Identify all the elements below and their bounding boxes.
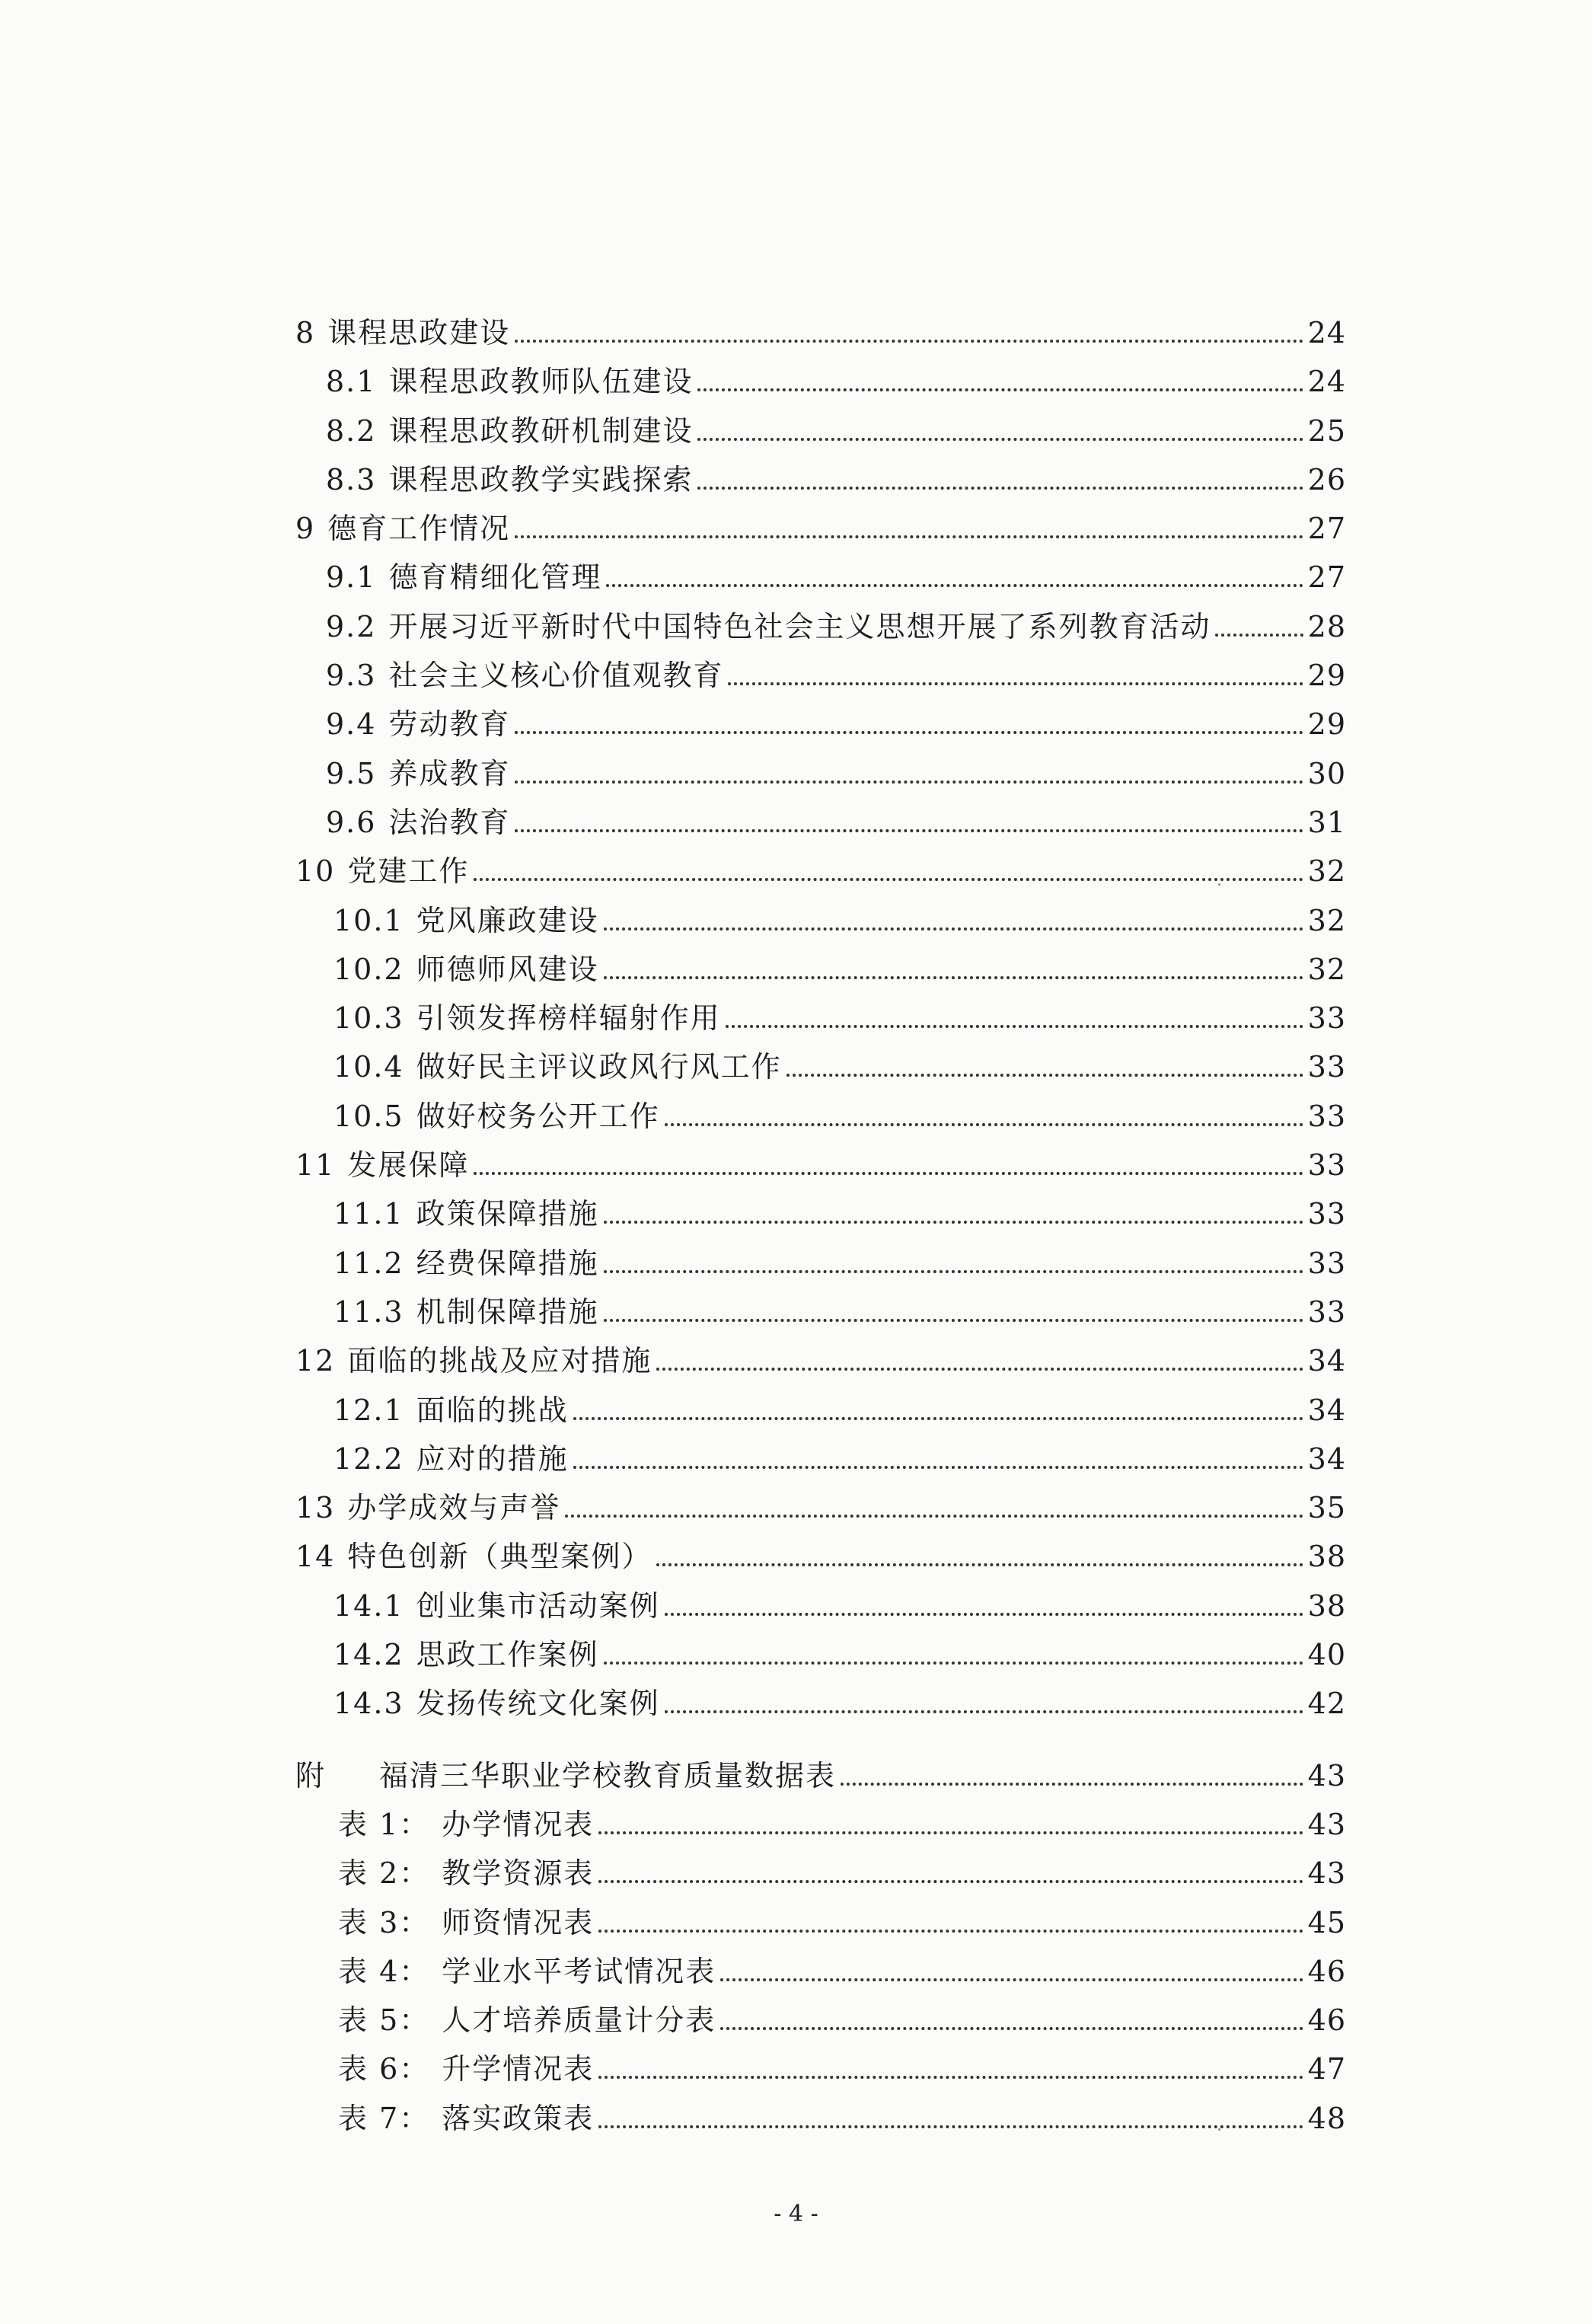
toc-entry-label xyxy=(338,1996,716,2045)
toc-entry-page: 29 xyxy=(1307,707,1346,742)
toc-entry-label xyxy=(338,1849,594,1898)
toc-entry-number: 11.3 xyxy=(333,1294,404,1329)
toc-entry-title: 课程思政教师队伍建设 xyxy=(388,365,694,399)
toc-entry-title: 落实政策表 xyxy=(442,2101,595,2135)
toc-section-entry[interactable] xyxy=(295,1386,1346,1435)
toc-entry-label xyxy=(295,1141,469,1189)
toc-entry-title: 面临的挑战 xyxy=(416,1393,569,1427)
toc-entry-label xyxy=(338,1800,594,1849)
toc-section-entry[interactable] xyxy=(295,700,1346,749)
dot-leader xyxy=(841,1783,1303,1786)
dot-leader xyxy=(598,1880,1303,1883)
toc-entry-number: 表 5： xyxy=(338,2003,430,2038)
toc-entry-label xyxy=(333,994,721,1042)
toc-entry-page: 24 xyxy=(1307,365,1346,399)
toc-entry-page: 31 xyxy=(1307,805,1346,839)
toc-entry-number: 10.5 xyxy=(333,1099,404,1133)
toc-entry-page: 33 xyxy=(1307,1197,1346,1231)
toc-entry-title: 法治教育 xyxy=(388,805,511,839)
toc-entry-page: 28 xyxy=(1307,609,1346,643)
toc-entry-page: 48 xyxy=(1307,2101,1346,2135)
toc-entry-page: 40 xyxy=(1307,1638,1346,1672)
toc-entry-number: 8.1 xyxy=(326,365,377,399)
toc-entry-page: 25 xyxy=(1307,413,1346,448)
toc-chapter-entry[interactable] xyxy=(295,847,1346,895)
toc-section-entry[interactable] xyxy=(295,1042,1346,1091)
toc-table-entry[interactable] xyxy=(295,1898,1346,1947)
toc-entry-label xyxy=(333,1239,599,1288)
toc-entry-page: 38 xyxy=(1307,1588,1346,1623)
toc-appendix-entry[interactable] xyxy=(295,1751,1346,1800)
toc-entry-label xyxy=(295,308,510,357)
dot-leader xyxy=(515,829,1303,832)
toc-entry-title: 面临的挑战及应对措施 xyxy=(347,1344,652,1378)
toc-entry-title: 办学成效与声誉 xyxy=(347,1491,561,1525)
toc-entry-label xyxy=(326,749,510,798)
toc-entry-page: 33 xyxy=(1307,1050,1346,1084)
toc-entry-label xyxy=(295,1336,652,1385)
toc-entry-label xyxy=(333,1042,782,1091)
toc-section-entry[interactable] xyxy=(295,455,1346,504)
toc-entry-label xyxy=(295,1532,652,1581)
toc-entry-label xyxy=(326,455,693,504)
toc-entry-page: 45 xyxy=(1307,1905,1346,1939)
toc-entry-page: 33 xyxy=(1307,1294,1346,1329)
toc-chapter-entry[interactable] xyxy=(295,1336,1346,1385)
toc-section-entry[interactable] xyxy=(295,1679,1346,1728)
toc-entry-number: 表 1： xyxy=(338,1807,430,1841)
dot-leader xyxy=(515,781,1303,784)
dot-leader xyxy=(697,388,1303,391)
toc-entry-page: 43 xyxy=(1307,1856,1346,1891)
dot-leader xyxy=(665,1123,1303,1126)
toc-entry-title: 师德师风建设 xyxy=(416,952,599,986)
dot-leader xyxy=(720,1978,1303,1981)
toc-table-entry[interactable] xyxy=(295,2094,1346,2143)
toc-section-entry[interactable] xyxy=(295,1239,1346,1288)
toc-entry-page: 29 xyxy=(1307,659,1346,693)
toc-entry-title: 德育工作情况 xyxy=(327,512,511,546)
toc-entry-number: 10.4 xyxy=(333,1050,404,1084)
dot-leader xyxy=(604,1221,1303,1224)
toc-section-entry[interactable] xyxy=(295,602,1346,651)
toc-entry-title: 党建工作 xyxy=(347,854,470,889)
dot-leader xyxy=(604,976,1303,979)
toc-entry-label xyxy=(333,1386,569,1435)
dot-leader xyxy=(697,438,1303,441)
toc-entry-page: 34 xyxy=(1307,1441,1346,1476)
dot-leader xyxy=(474,1172,1303,1175)
toc-entry-page: 43 xyxy=(1307,1807,1346,1841)
toc-table-entry[interactable] xyxy=(295,1947,1346,1996)
toc-section-entry[interactable] xyxy=(295,749,1346,798)
toc-table-entry[interactable] xyxy=(295,1996,1346,2045)
toc-entry-title: 应对的措施 xyxy=(416,1441,569,1476)
toc-entry-title: 发扬传统文化案例 xyxy=(416,1687,660,1721)
dot-leader xyxy=(474,878,1303,881)
dot-leader xyxy=(598,2125,1303,2128)
toc-entry-label xyxy=(333,1288,599,1336)
toc-entry-number: 12.2 xyxy=(333,1441,404,1476)
toc-entry-label xyxy=(333,1630,599,1679)
dot-leader xyxy=(573,1466,1303,1469)
toc-entry-number: 9.4 xyxy=(326,707,377,742)
toc-entry-label xyxy=(326,553,601,602)
dot-leader xyxy=(726,1025,1303,1028)
toc-entry-title: 做好校务公开工作 xyxy=(416,1099,660,1133)
toc-chapter-entry[interactable] xyxy=(295,504,1346,553)
dot-leader xyxy=(604,1319,1303,1322)
toc-entry-title: 德育精细化管理 xyxy=(388,560,602,595)
toc-entry-label xyxy=(295,1483,560,1532)
toc-section-entry[interactable] xyxy=(295,407,1346,455)
toc-entry-title: 师资情况表 xyxy=(442,1905,595,1939)
dot-leader xyxy=(665,1710,1303,1713)
toc-entry-label xyxy=(333,1092,660,1141)
toc-entry-page: 30 xyxy=(1307,756,1346,790)
toc-entry-title: 人才培养质量计分表 xyxy=(442,2003,716,2038)
toc-entry-number: 13 xyxy=(295,1491,336,1525)
toc-entry-title: 做好民主评议政风行风工作 xyxy=(416,1050,782,1084)
toc-entry-number: 表 4： xyxy=(338,1954,430,1988)
scan-speck xyxy=(1218,883,1220,886)
toc-entry-title: 福清三华职业学校教育质量数据表 xyxy=(379,1758,837,1792)
toc-entry-number: 10 xyxy=(295,854,336,889)
dot-leader xyxy=(598,2076,1303,2079)
toc-entry-number: 8 xyxy=(295,316,316,350)
toc-entry-number: 11.2 xyxy=(333,1246,404,1280)
dot-leader xyxy=(515,535,1303,538)
toc-section-entry[interactable] xyxy=(295,945,1346,994)
toc-entry-title: 课程思政建设 xyxy=(327,316,511,350)
toc-entry-label xyxy=(333,1679,660,1728)
toc-entry-title: 思政工作案例 xyxy=(416,1638,599,1672)
toc-entry-title: 课程思政教学实践探索 xyxy=(388,462,694,496)
toc-entry-page: 26 xyxy=(1307,462,1346,496)
toc-entry-number: 9.5 xyxy=(326,756,377,790)
toc-entry-title: 引领发挥榜样辐射作用 xyxy=(416,1001,721,1036)
toc-entry-number: 表 6： xyxy=(338,2052,430,2086)
toc-entry-label xyxy=(338,2045,594,2093)
dot-leader xyxy=(786,1074,1303,1077)
toc-entry-page: 35 xyxy=(1307,1491,1346,1525)
toc-entry-page: 32 xyxy=(1307,854,1346,889)
toc-entry-title: 课程思政教研机制建设 xyxy=(388,413,694,448)
toc-entry-number: 12 xyxy=(295,1344,336,1378)
toc-entry-page: 38 xyxy=(1307,1540,1346,1574)
toc-entry-number: 9.6 xyxy=(326,805,377,839)
toc-entry-label xyxy=(326,407,693,455)
toc-section-entry[interactable] xyxy=(295,553,1346,602)
toc-entry-number: 14.2 xyxy=(333,1638,404,1672)
toc-entry-number: 8.2 xyxy=(326,413,377,448)
toc-entry-label xyxy=(333,1435,569,1483)
toc-chapter-entry[interactable] xyxy=(295,1483,1346,1532)
toc-entry-title: 升学情况表 xyxy=(442,2052,595,2086)
toc-entry-title: 办学情况表 xyxy=(442,1807,595,1841)
toc-section-entry[interactable] xyxy=(295,357,1346,406)
toc-section-entry[interactable] xyxy=(295,651,1346,700)
toc-entry-label xyxy=(326,651,723,700)
toc-entry-label xyxy=(338,1947,716,1996)
toc-section-entry[interactable] xyxy=(295,798,1346,847)
dot-leader xyxy=(573,1417,1303,1420)
toc-section-entry[interactable] xyxy=(295,1288,1346,1336)
dot-leader xyxy=(565,1515,1303,1518)
toc-entry-number: 14.1 xyxy=(333,1588,404,1623)
appendix-mark: 附 xyxy=(295,1758,327,1792)
toc-entry-page: 46 xyxy=(1307,2003,1346,2038)
toc-entry-number: 9 xyxy=(295,512,316,546)
toc-entry-number: 8.3 xyxy=(326,462,377,496)
toc-entry-page: 33 xyxy=(1307,1099,1346,1133)
toc-entry-title: 学业水平考试情况表 xyxy=(442,1954,716,1988)
toc-table-entry[interactable] xyxy=(295,1800,1346,1849)
toc-entry-page: 33 xyxy=(1307,1148,1346,1183)
page-number: - 4 - xyxy=(774,2201,818,2227)
dot-leader xyxy=(606,584,1303,587)
toc-entry-label xyxy=(295,504,510,553)
dot-leader xyxy=(515,731,1303,734)
toc-entry-number: 12.1 xyxy=(333,1393,404,1427)
toc-entry-title: 特色创新（典型案例） xyxy=(347,1540,652,1574)
toc-entry-title: 发展保障 xyxy=(347,1148,470,1183)
toc-entry-label xyxy=(295,1751,836,1800)
toc-entry-label xyxy=(295,847,469,895)
toc-table-entry[interactable] xyxy=(295,2045,1346,2093)
toc-entry-page: 33 xyxy=(1307,1001,1346,1036)
toc-entry-title: 经费保障措施 xyxy=(416,1246,599,1280)
toc-entry-number: 9.3 xyxy=(326,659,377,693)
toc-entry-page: 33 xyxy=(1307,1246,1346,1280)
toc-entry-label xyxy=(326,798,510,847)
toc-chapter-entry[interactable] xyxy=(295,1141,1346,1189)
dot-leader xyxy=(728,682,1303,685)
toc-section-entry[interactable] xyxy=(295,1189,1346,1238)
toc-entry-page: 34 xyxy=(1307,1393,1346,1427)
toc-entry-title: 党风廉政建设 xyxy=(416,903,599,937)
dot-leader xyxy=(604,1270,1303,1273)
toc-entry-number: 10.3 xyxy=(333,1001,404,1036)
toc-entry-number: 表 7： xyxy=(338,2101,430,2135)
toc-section-entry[interactable] xyxy=(295,896,1346,945)
toc-entry-label xyxy=(333,1582,660,1630)
toc-entry-page: 43 xyxy=(1307,1758,1346,1792)
toc-section-entry[interactable] xyxy=(295,1630,1346,1679)
toc-entry-title: 教学资源表 xyxy=(442,1856,595,1891)
toc-entry-label xyxy=(326,602,1211,651)
toc-entry-label xyxy=(333,945,599,994)
toc-section-entry[interactable] xyxy=(295,994,1346,1042)
toc-entry-number: 10.1 xyxy=(333,903,404,937)
toc-entry-page: 46 xyxy=(1307,1954,1346,1988)
toc-entry-number: 11 xyxy=(295,1148,336,1183)
dot-leader xyxy=(598,1930,1303,1933)
toc-entry-label xyxy=(326,700,510,749)
toc-entry-page: 47 xyxy=(1307,2052,1346,2086)
toc-entry-page: 34 xyxy=(1307,1344,1346,1378)
toc-entry-page: 27 xyxy=(1307,512,1346,546)
toc-entry-number: 表 2： xyxy=(338,1856,430,1891)
toc-entry-title: 创业集市活动案例 xyxy=(416,1588,660,1623)
toc-entry-number: 14 xyxy=(295,1540,336,1574)
toc-section-entry[interactable] xyxy=(295,1582,1346,1630)
toc-entry-title: 机制保障措施 xyxy=(416,1294,599,1329)
toc-entry-label xyxy=(338,1898,594,1947)
dot-leader xyxy=(656,1368,1303,1371)
dot-leader xyxy=(697,487,1303,490)
toc-entry-number: 11.1 xyxy=(333,1197,404,1231)
toc-entry-title: 社会主义核心价值观教育 xyxy=(388,659,724,693)
dot-leader xyxy=(656,1563,1303,1566)
toc-section-entry[interactable] xyxy=(295,1435,1346,1483)
toc-entry-page: 32 xyxy=(1307,903,1346,937)
toc-entry-page: 32 xyxy=(1307,952,1346,986)
dot-leader xyxy=(720,2027,1303,2030)
toc-chapter-entry[interactable] xyxy=(295,308,1346,357)
toc-entry-label xyxy=(333,896,599,945)
toc-entry-number: 表 3： xyxy=(338,1905,430,1939)
dot-leader xyxy=(665,1613,1303,1616)
dot-leader xyxy=(515,340,1303,343)
toc-entry-label xyxy=(326,357,693,406)
dot-leader xyxy=(598,1831,1303,1834)
dot-leader xyxy=(1215,634,1303,637)
toc-entry-number: 14.3 xyxy=(333,1687,404,1721)
toc-table-entry[interactable] xyxy=(295,1849,1346,1898)
toc-chapter-entry[interactable] xyxy=(295,1532,1346,1581)
toc-entry-label xyxy=(333,1189,599,1238)
toc-entry-page: 42 xyxy=(1307,1687,1346,1721)
toc-entry-page: 27 xyxy=(1307,560,1346,595)
toc-entry-title: 开展习近平新时代中国特色社会主义思想开展了系列教育活动 xyxy=(388,609,1211,643)
toc-entry-number: 9.2 xyxy=(326,609,377,643)
toc-entry-title: 养成教育 xyxy=(388,756,511,790)
toc-entry-label xyxy=(338,2094,594,2143)
toc-entry-page: 24 xyxy=(1307,316,1346,350)
toc-entry-number: 9.1 xyxy=(326,560,377,595)
table-of-contents xyxy=(295,308,1346,2143)
toc-entry-title: 劳动教育 xyxy=(388,707,511,742)
dot-leader xyxy=(604,927,1303,931)
dot-leader xyxy=(604,1662,1303,1665)
scan-speck xyxy=(1218,2128,1220,2131)
toc-section-entry[interactable] xyxy=(295,1092,1346,1141)
toc-entry-title: 政策保障措施 xyxy=(416,1197,599,1231)
toc-entry-number: 10.2 xyxy=(333,952,404,986)
